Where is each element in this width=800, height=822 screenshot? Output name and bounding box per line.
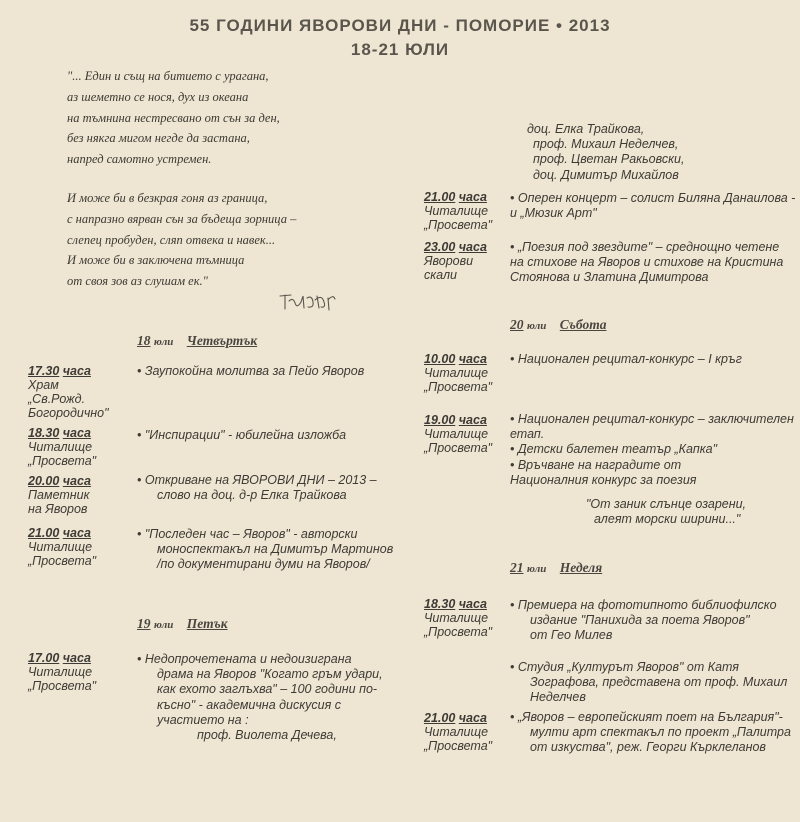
event-time-place [28,426,96,468]
event-description [137,652,383,743]
event-line: драма на Яворов "Когато гръм удари, [157,667,383,682]
event-place: „Просвета" [424,625,493,639]
event-line: • "Инспирации" - юбилейна изложба [137,428,347,442]
poem-line: И може би в заключена тъмница [67,253,245,268]
event-line: моноспектакъл на Димитър Мартинов [157,542,394,557]
event-time-place [424,240,487,282]
event-time: 23.00 [424,240,456,254]
event-time-place [28,364,109,420]
event-time-unit: часа [62,651,91,665]
event-place: Яворови [424,254,474,268]
event-line: • Национален рецитал-конкурс – I кръг [510,352,742,366]
quote-line: "От заник слънце озарени, [586,497,747,511]
event-line: Стоянова и Златина Димитрова [510,270,709,285]
event-description [510,710,791,756]
event-place: Богородично" [28,406,109,420]
event-place: на Яворов [28,502,88,516]
event-time: 21.00 [424,190,456,204]
poem-line: "... Един и същ на битието с урагана, [67,69,269,83]
day-number: 21 [510,560,524,575]
event-place: Читалище [28,540,93,554]
day-unit: юли [526,320,547,332]
event-line: издание "Панихида за поета Яворов" [530,613,750,628]
event-description [510,240,783,286]
day-name: Петък [186,616,228,631]
event-description [510,412,794,488]
event-line: • Студия „Културът Яворов" от Катя [510,660,739,674]
event-line: Зографова, представена от проф. Михаил [530,675,788,690]
event-line: /по документирани думи на Яворов/ [157,557,370,572]
event-time-place [28,651,96,693]
event-description [137,364,364,379]
poem-line: на тъмнина нестресвано от сън за ден, [67,110,280,125]
event-description [510,660,787,706]
event-place: „Просвета" [424,739,493,753]
event-time-unit: часа [62,426,91,440]
event-time-place [28,526,96,568]
event-line: • Връчване на наградите от [510,457,682,472]
day-heading-21 [510,560,602,576]
day-unit: юли [526,563,547,575]
poem-line: слепец пробуден, сляп отвека и навек... [67,232,276,247]
event-line: на стихове на Яворов и стихове на Кристина [510,255,784,270]
event-time-place [424,597,492,639]
day-heading-18 [137,333,257,349]
event-time: 21.00 [424,711,456,725]
signature [277,290,339,319]
event-time-unit: часа [62,364,91,378]
event-time-place [424,711,492,753]
poem-line: от своя зов аз слушам ек." [67,274,208,289]
event-place: Читалище [424,366,489,380]
poem-quote [586,497,746,527]
event-time-unit: часа [458,711,487,725]
event-line: • "Последен час – Яворов" - авторски [137,527,358,541]
event-time-place [28,474,91,516]
event-time-unit: часа [458,240,487,254]
participant: доц. Димитър Михайлов [533,167,679,182]
event-place: „Просвета" [28,554,97,568]
event-description [137,428,346,443]
event-time: 17.30 [28,364,60,378]
day-unit: юли [153,619,174,631]
day-number: 20 [510,317,524,332]
participant: проф. Цветан Ракьовски, [533,152,685,167]
event-place: Читалище [424,204,489,218]
event-place: „Просвета" [424,380,493,394]
event-description [137,527,393,573]
event-time: 18.30 [424,597,456,611]
participant: проф. Михаил Неделчев, [533,137,679,152]
event-time: 21.00 [28,526,60,540]
event-line: • „Яворов – европейският поет на България"- [510,710,783,724]
event-time-unit: часа [458,352,487,366]
day-heading-20 [510,317,606,333]
event-line: късно" - академична дискусия с [157,697,341,712]
event-time-unit: часа [458,597,487,611]
event-line: • „Поезия под звездите" – среднощно четене [510,240,780,254]
event-line: • Оперен концерт – солист Биляна Данаилова - [510,191,796,205]
event-place: „Просвета" [28,454,97,468]
day-unit: юли [153,336,174,348]
poem-line: аз шеметно се нося, дух из океана [67,89,249,104]
event-line: мулти арт спектакъл по проект „Палитра [530,725,791,740]
event-place: скали [424,268,457,282]
event-line: от изкуства", реж. Георги Кърклеланов [530,740,766,755]
event-line: как ехото заглъхва" – 100 години по- [157,682,378,697]
event-line: и „Мюзик Арт" [510,206,597,221]
poem-line: напред самотно устремен. [67,152,212,167]
event-time: 20.00 [28,474,60,488]
event-place: Читалище [28,440,93,454]
event-description [510,598,777,644]
event-time: 10.00 [424,352,456,366]
event-line: • Откриване на ЯВОРОВИ ДНИ – 2013 – [137,473,377,487]
event-place: Читалище [424,427,489,441]
day-name: Неделя [559,560,603,575]
quote-line: алеят морски ширини..." [594,512,741,527]
event-line: • Недопрочетената и недоизиграна [137,652,352,666]
event-line: слово на доц. д-р Елка Трайкова [157,488,347,503]
event-place: Читалище [28,665,93,679]
event-time-place [424,190,492,232]
poem-line: без някга мигом негде да застана, [67,131,250,146]
event-line: от Гео Милев [530,628,613,643]
event-time-unit: часа [458,190,487,204]
event-line: • Национален рецитал-конкурс – заключителен [510,412,794,426]
event-place: „Просвета" [28,679,97,693]
event-place: „Св.Рожд. [28,392,86,406]
participant: доц. Елка Трайкова, [527,122,645,136]
event-place: Читалище [424,611,489,625]
event-place: Храм [28,378,59,392]
poem-line: с напразно вярван сън за бъдеща зорница – [67,211,297,226]
event-time-place [424,413,492,455]
day-name: Четвъртък [186,333,258,348]
poem-line: И може би в безкрая гоня аз граница, [67,190,268,205]
participant: проф. Виолета Дечева, [197,728,337,743]
event-time: 17.00 [28,651,60,665]
event-time-unit: часа [62,526,91,540]
day-heading-19 [137,616,228,632]
day-name: Събота [559,317,607,332]
event-description [510,352,742,367]
poem-excerpt [67,69,296,295]
event-line: • Заупокойна молитва за Пейо Яворов [137,364,365,378]
event-time: 19.00 [424,413,456,427]
participants-list [527,122,684,183]
day-number: 19 [137,616,151,631]
event-place: „Просвета" [424,218,493,232]
day-number: 18 [137,333,151,348]
event-place: „Просвета" [424,441,493,455]
event-line: • Премиера на фототипното библиофилско [510,598,777,612]
event-line: етап. [510,427,545,442]
event-time-unit: часа [62,474,91,488]
event-description [510,191,795,221]
page-title: 55 ГОДИНИ ЯВОРОВИ ДНИ - ПОМОРИЕ • 2013 [189,16,611,35]
event-description [137,473,377,503]
event-line: Националния конкурс за поезия [510,472,697,487]
event-time-unit: часа [458,413,487,427]
event-line: • Детски балетен театър „Капка" [510,442,718,457]
festival-dates: 18-21 ЮЛИ [350,40,450,59]
event-time-place [424,352,492,394]
event-place: Читалище [424,725,489,739]
event-line: участието на : [157,712,249,727]
event-place: Паметник [28,488,90,502]
event-line: Неделчев [530,690,586,705]
event-time: 18.30 [28,426,60,440]
